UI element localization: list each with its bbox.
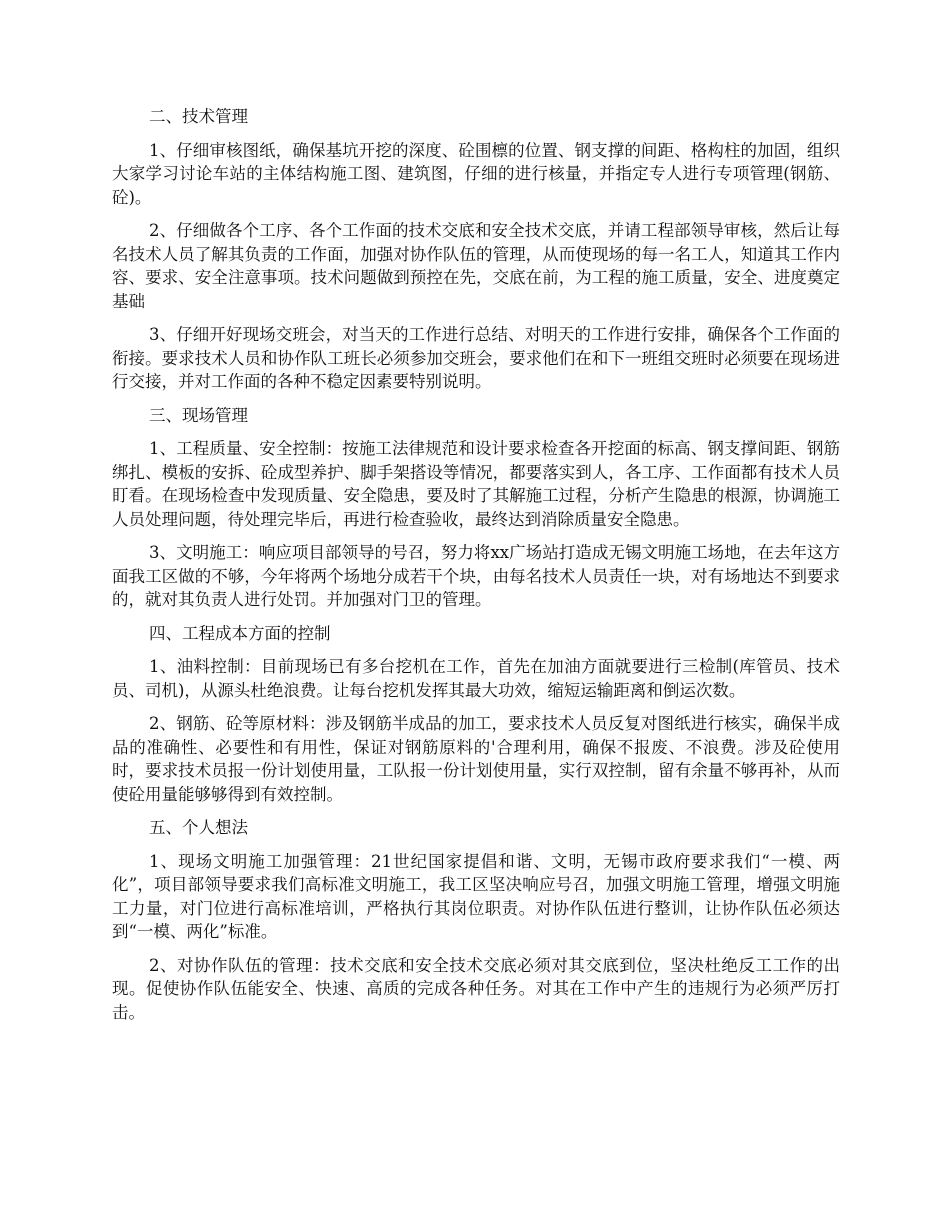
section-personal-thoughts	[112, 816, 840, 1024]
paragraph: 1、工程质量、安全控制：按施工法律规范和设计要求检查各开挖面的标高、钢支撑间距、钢筋绑扎、模板的安拆、砼成型养护、脚手架搭设等情况，都要落实到人，各工序、工作面都有技术人员盯看。在现场检查中发现质量、安全隐患，要及时了其解施工过程，分析产生隐患的根源，协调施工人员处理问题，待处理完毕后，再进行检查验收，最终达到消除质量安全隐患。	[112, 439, 840, 529]
paragraph: 1、现场文明施工加强管理：21世纪国家提倡和谐、文明，无锡市政府要求我们“一模、两化”，项目部领导要求我们高标准文明施工，我工区坚决响应号召，加强文明施工管理，增强文明施工力量，对门位进行高标准培训，严格执行其岗位职责。对协作队伍进行整训，让协作队伍必须达到“一模、两化”标准。	[112, 851, 840, 941]
section-heading: 二、技术管理	[149, 107, 248, 126]
document-page	[112, 105, 840, 1034]
paragraph: 2、对协作队伍的管理：技术交底和安全技术交底必须对其交底到位，坚决杜绝反工工作的出现。促使协作队伍能安全、快速、高质的完成各种任务。对其在工作中产生的违规行为必须严厉打击。	[112, 955, 840, 1022]
section-cost-control	[112, 622, 840, 807]
section-site-management	[112, 404, 840, 612]
section-technical-management	[112, 105, 840, 394]
paragraph: 2、仔细做各个工序、各个工作面的技术交底和安全技术交底，并请工程部领导审核，然后让每名技术人员了解其负责的工作面，加强对协作队伍的管理，从而使现场的每一名工人，知道其工作内容、要求、安全注意事项。技术问题做到预控在先，交底在前，为工程的施工质量，安全、进度奠定基础	[112, 221, 840, 311]
paragraph: 1、仔细审核图纸，确保基坑开挖的深度、砼围檩的位置、钢支撑的间距、格构柱的加固，组织大家学习讨论车站的主体结构施工图、建筑图，仔细的进行核量，并指定专人进行专项管理(钢筋、砼)。	[112, 140, 840, 207]
section-heading: 四、工程成本方面的控制	[149, 623, 331, 643]
section-heading: 五、个人想法	[149, 818, 248, 837]
paragraph: 3、仔细开好现场交班会，对当天的工作进行总结、对明天的工作进行安排，确保各个工作面的衔接。要求技术人员和协作队工班长必须参加交班会，要求他们在和下一班组交班时必须要在现场进行交接，并对工作面的各种不稳定因素要特别说明。	[112, 325, 840, 391]
section-heading: 三、现场管理	[149, 405, 248, 425]
paragraph: 2、钢筋、砼等原材料：涉及钢筋半成品的加工，要求技术人员反复对图纸进行核实，确保半成品的准确性、必要性和有用性，保证对钢筋原料的'合理利用，确保不报废、不浪费。涉及砼使用时，要求技术员报一份计划使用量，工队报一份计划使用量，实行双控制，留有余量不够再补，从而使砼用量能够够得到有效控制。	[112, 714, 840, 804]
paragraph: 1、油料控制：目前现场已有多台挖机在工作，首先在加油方面就要进行三检制(库管员、技术员、司机)，从源头杜绝浪费。让每台挖机发挥其最大功效，缩短运输距离和倒运次数。	[112, 657, 840, 700]
paragraph: 3、文明施工：响应项目部领导的号召，努力将xx广场站打造成无锡文明施工场地，在去年这方面我工区做的不够，今年将两个场地分成若干个块，由每名技术人员责任一块，对有场地达不到要求的，就对其负责人进行处罚。并加强对门卫的管理。	[112, 543, 840, 609]
